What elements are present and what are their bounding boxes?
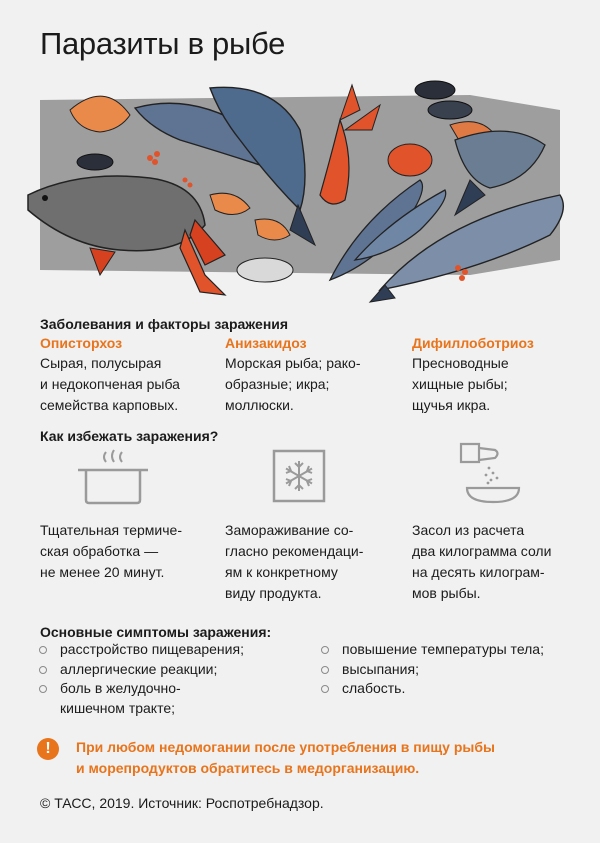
oyster bbox=[237, 258, 293, 282]
symptom-item: аллергические реакции; bbox=[38, 660, 308, 680]
exclamation-icon: ! bbox=[37, 738, 59, 760]
prevention-cooking-text: Тщательная термиче- ская обработка — не менее 20 минут. bbox=[40, 522, 182, 580]
disease-desc: Пресноводные хищные рыбы; щучья икра. bbox=[412, 355, 509, 413]
bullet-icon bbox=[39, 666, 47, 674]
prevention-freezing-text: Замораживание со- гласно рекомендаци- ям к конкретному виду продукта. bbox=[225, 522, 364, 601]
symptoms-list-left bbox=[38, 640, 308, 718]
salt-shaker-icon bbox=[455, 440, 525, 506]
disease-diphyllobothriasis bbox=[412, 334, 592, 416]
disease-desc: Сырая, полусырая и недокопченая рыба семейства карповых. bbox=[40, 355, 180, 413]
disease-name: Анизакидоз bbox=[225, 335, 307, 351]
symptom-item: высыпания; bbox=[320, 660, 580, 680]
symptoms-list-right bbox=[320, 640, 580, 699]
prevention-heading: Как избежать заражения? bbox=[40, 428, 219, 444]
disease-opisthorchiasis bbox=[40, 334, 220, 416]
bullet-icon bbox=[39, 685, 47, 693]
symptom-item: расстройство пищеварения; bbox=[38, 640, 308, 660]
warning-text: При любом недомогании после употребления в пищу рыбы и морепродуктов обратитесь в медорганизацию. bbox=[76, 739, 495, 776]
page-title: Паразиты в рыбе bbox=[40, 26, 286, 61]
bullet-icon bbox=[321, 646, 329, 654]
symptom-item: боль в желудочно- кишечном тракте; bbox=[38, 679, 308, 718]
symptom-item: повышение температуры тела; bbox=[320, 640, 580, 660]
disease-name: Дифиллоботриоз bbox=[412, 335, 534, 351]
disease-anisakiasis bbox=[225, 334, 405, 416]
symptoms-heading: Основные симптомы заражения: bbox=[40, 624, 272, 640]
cooking-pot-icon bbox=[74, 448, 152, 506]
disease-desc: Морская рыба; рако- образные; икра; моллюски. bbox=[225, 355, 361, 413]
symptom-item: слабость. bbox=[320, 679, 580, 699]
diseases-heading: Заболевания и факторы заражения bbox=[40, 316, 289, 332]
prevention-salting-text: Засол из расчета два килограмма соли на десять килограм- мов рыбы. bbox=[412, 522, 552, 601]
source-footer: © ТАСС, 2019. Источник: Роспотребнадзор. bbox=[40, 795, 324, 811]
disease-name: Описторхоз bbox=[40, 335, 123, 351]
crab bbox=[388, 144, 432, 176]
snowflake-icon bbox=[272, 449, 326, 503]
bullet-icon bbox=[321, 685, 329, 693]
bullet-icon bbox=[39, 646, 47, 654]
bullet-icon bbox=[321, 666, 329, 674]
seafood-illustration bbox=[0, 70, 600, 310]
